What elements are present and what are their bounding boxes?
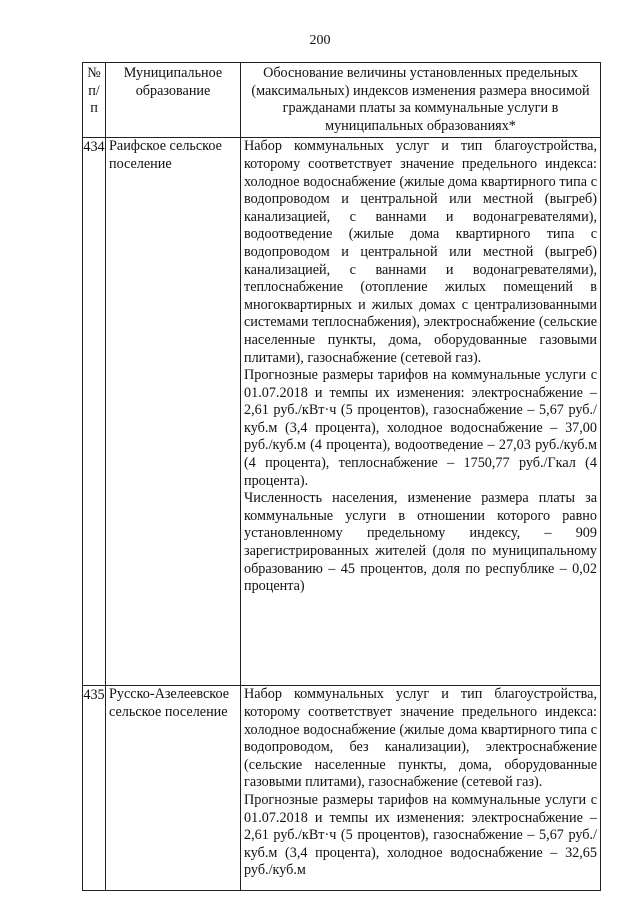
page-number: 200 xyxy=(309,33,331,48)
paragraph: Прогнозные размеры тарифов на коммунальные услуги с 01.07.2018 и темпы их изменения: электроснабжение – 2,61 руб./кВт·ч (5 процентов), газоснабжение – 5,67 руб./куб.м (3,4 процента), холодное водоснабжение – 32,65 руб./куб.м xyxy=(244,791,597,879)
paragraph: Численность населения, изменение размера платы за коммунальные услуги в отношении которого равно установленному предельному индексу, – 909 зарегистрированных жителей (доля по муниципальному образованию – 45 процентов, доля по республике – 0,02 процента) xyxy=(244,490,597,595)
row-num: 434 xyxy=(83,138,106,686)
paragraph: Набор коммунальных услуг и тип благоустройства, которому соответствует значение предельного индекса: холодное водоснабжение (жилые дома квартирного типа с водопроводом, без канализации), электроснабжение (сельские населенные пункты, дома, оборудованные газовыми плитами), газоснабжение (сетевой газ). xyxy=(244,686,597,791)
header-justification: Обоснование величины установленных предельных (максимальных) индексов изменения размера вносимой гражданами платы за коммунальные услуги в муниципальных образованиях* xyxy=(241,63,601,138)
tariff-table xyxy=(82,62,601,891)
row-justification xyxy=(241,686,601,891)
row-municipality: Раифское сельское поселение xyxy=(106,138,241,686)
header-num: № п/п xyxy=(83,63,106,138)
table-row xyxy=(83,686,601,891)
row-justification xyxy=(241,138,601,686)
row-municipality: Русско-Азелеевское сельское поселение xyxy=(106,686,241,891)
table-header-row xyxy=(83,63,601,138)
header-municipality: Муниципальное образование xyxy=(106,63,241,138)
row-num: 435 xyxy=(83,686,106,891)
paragraph: Прогнозные размеры тарифов на коммунальные услуги с 01.07.2018 и темпы их изменения: электроснабжение – 2,61 руб./кВт·ч (5 процентов), газоснабжение – 5,67 руб./куб.м (3,4 процента), холодное водоснабжение – 37,00 руб./куб.м (4 процента), водоотведение – 27,03 руб./куб.м (4 процента), теплоснабжение – 1750,77 руб./Гкал (4 процента). xyxy=(244,367,597,489)
paragraph: Набор коммунальных услуг и тип благоустройства, которому соответствует значение предельного индекса: холодное водоснабжение (жилые дома квартирного типа с водопроводом и центральной или местной (выгреб) канализацией, с ваннами и водонагревателями), водоотведение (жилые дома квартирного типа с водопроводом и центральной или местной (выгреб) канализацией, с ваннами и водонагревателями), теплоснабжение (отопление жилых помещений в многоквартирных и жилых домах с централизованными системами теплоснабжения), электроснабжение (сельские населенные пункты, дома, оборудованные газовыми плитами), газоснабжение (сетевой газ). xyxy=(244,138,597,366)
table-row xyxy=(83,138,601,686)
